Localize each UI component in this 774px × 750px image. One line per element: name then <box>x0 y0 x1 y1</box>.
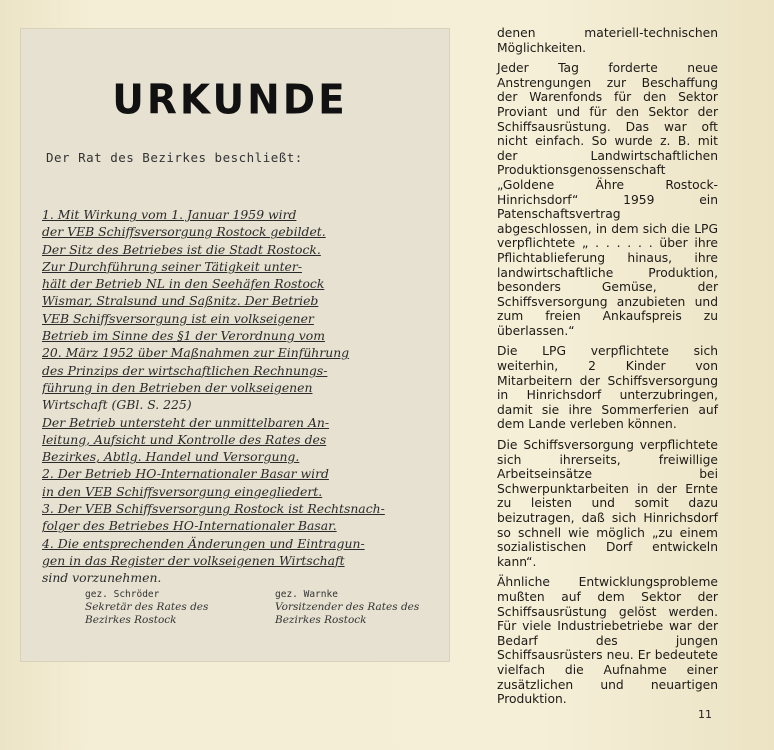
column-paragraph: Jeder Tag forderte neue Anstrengungen zur Beschaffung der Warenfonds für den Sektor Proviant und für den Sektor der Schiffsausrüstung. Das war oft nicht einfach. So wurde z. B. mit der Landwirtschaftlichen Produktionsgenossenschaft „Goldene Ähre Rostock-Hinrichsdorf“ 1959 ein Patenschaftsvertrag abgeschlossen, in dem sich die LPG verpflichtete „ . . . . . . über ihre Pflichtablieferung hinaus, ihre landwirtschaftliche Produktion, besonders Gemüse, der Schiffsversorgung anzubieten und zum freien Ankaufspreis zu überlassen.“ <box>497 61 718 338</box>
certificate-line: 20. März 1952 über Maßnahmen zur Einführung <box>42 345 350 361</box>
certificate-line: in den VEB Schiffsversorgung eingegliedert. <box>42 483 323 499</box>
signature-right-name: gez. Warnke <box>275 589 338 600</box>
certificate-text <box>42 206 437 587</box>
certificate-line: leitung, Aufsicht und Kontrolle des Rates des <box>42 431 327 447</box>
signature-left-title: Sekretär des Rates des <box>85 601 209 613</box>
certificate-line: führung in den Betrieben der volkseigenen <box>42 379 313 395</box>
certificate-line: VEB Schiffsversorgung ist ein volkseigener <box>42 310 314 326</box>
certificate-line: sind vorzunehmen. <box>42 570 162 586</box>
certificate-title: URKUNDE <box>112 76 348 125</box>
signature-right-title: Vorsitzender des Rates des <box>275 601 420 613</box>
certificate-line: 4. Die entsprechenden Änderungen und Eintragun- <box>42 535 365 551</box>
certificate-intro: Der Rat des Bezirkes beschließt: <box>46 150 303 165</box>
text-column <box>497 26 718 713</box>
certificate-line: Bezirkes, Abtlg. Handel und Versorgung. <box>42 449 300 465</box>
certificate-line: 1. Mit Wirkung vom 1. Januar 1959 wird <box>42 207 297 222</box>
certificate-line: Der Betrieb untersteht der unmittelbaren An- <box>42 414 330 430</box>
certificate-line: 2. Der Betrieb HO-Internationaler Basar wird <box>42 466 329 482</box>
certificate-line: gen in das Register der volkseigenen Wirtschaft <box>42 552 345 568</box>
certificate-line: 3. Der VEB Schiffsversorgung Rostock ist Rechtsnach- <box>42 501 385 517</box>
certificate-line: Der Sitz des Betriebes ist die Stadt Rostock. <box>42 241 321 257</box>
certificate-line: Zur Durchführung seiner Tätigkeit unter- <box>42 258 303 274</box>
signature-left <box>85 588 255 627</box>
certificate-line: Wirtschaft (GBl. S. 225) <box>42 397 192 413</box>
certificate-line: hält der Betrieb NL in den Seehäfen Rostock <box>42 276 325 292</box>
certificate-line: des Prinzips der wirtschaftlichen Rechnungs- <box>42 362 328 378</box>
column-paragraph: Die Schiffsversorgung verpflichtete sich ihrerseits, freiwillige Arbeitseinsätze bei Schwerpunktarbeiten in der Ernte zu leisten und somit dazu beizutragen, daß sich Hinrichsdorf so schnell wie möglich „zu einem sozialistischen Dorf entwickeln kann“. <box>497 438 718 569</box>
signature-right <box>275 588 445 627</box>
certificate-line: Wismar, Stralsund und Saßnitz. Der Betrieb <box>42 293 319 309</box>
column-paragraph: Die LPG verpflichtete sich weiterhin, 2 Kinder von Mitarbeitern der Schiffsversorgung in Hinrichsdorf unterzubringen, damit sie ihre Sommerferien auf dem Lande verleben können. <box>497 344 718 432</box>
signature-left-region: Bezirkes Rostock <box>85 614 177 626</box>
certificate-line: folger des Betriebes HO-Internationaler Basar. <box>42 518 337 534</box>
signature-right-region: Bezirkes Rostock <box>275 614 367 626</box>
page-number: 11 <box>698 708 712 721</box>
signature-left-name: gez. Schröder <box>85 589 160 600</box>
certificate-line: Betrieb im Sinne des §1 der Verordnung vom <box>42 328 325 344</box>
column-paragraph: Ähnliche Entwicklungsprobleme mußten auf dem Sektor der Schiffsausrüstung gelöst werden. Für viele Industriebetriebe war der Bedarf des jungen Schiffsausrüsters neu. Er bedeutete vielfach die Aufnahme einer zusätzlichen und neuartigen Produktion. <box>497 575 718 707</box>
certificate-line: der VEB Schiffsversorgung Rostock gebildet. <box>42 224 326 240</box>
column-paragraph: denen materiell-technischen Möglichkeiten. <box>497 26 718 55</box>
